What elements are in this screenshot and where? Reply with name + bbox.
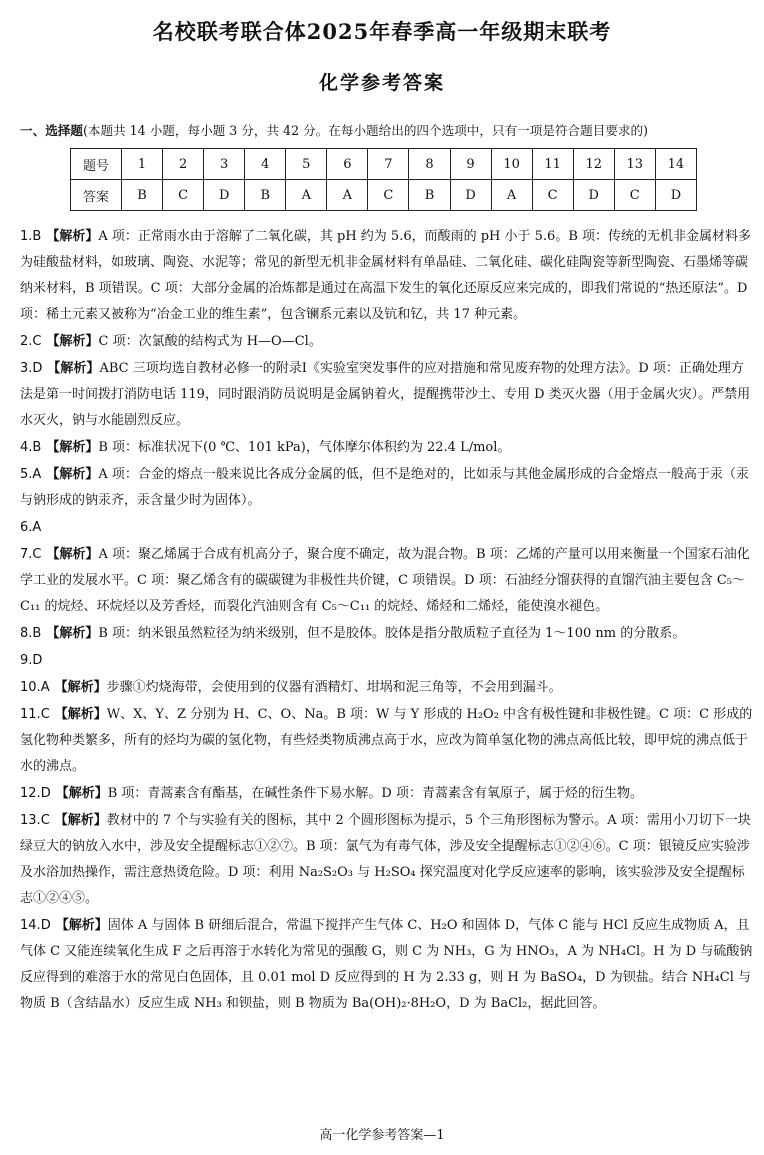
explanation-item <box>20 224 755 328</box>
item-text: A 项：合金的熔点一般来说比各成分金属的低，但不是绝对的，比如汞与其他金属形成的合金熔点一般高于汞（汞与钠形成的钠汞齐，汞含量少时为固体）。 <box>20 467 749 508</box>
explanation-item <box>20 648 755 674</box>
section-label: 一、选择题 <box>20 123 83 138</box>
question-number: 4 <box>245 149 286 180</box>
answer-cell: B <box>245 180 286 211</box>
explanation-item <box>20 702 755 780</box>
explanation-item <box>20 621 755 647</box>
question-number: 5 <box>286 149 327 180</box>
row-label-answers: 答案 <box>71 180 122 211</box>
item-text: B 项：纳米银虽然粒径为纳米级别，但不是胶体。胶体是指分散质粒子直径为 1～100 nm 的分散系。 <box>98 626 686 641</box>
item-number: 1. <box>20 229 33 244</box>
explanation-list <box>20 224 755 1018</box>
question-number: 11 <box>532 149 573 180</box>
item-text: A 项：聚乙烯属于合成有机高分子，聚合度不确定，故为混合物。B 项：乙烯的产量可以用来衡量一个国家石油化学工业的发展水平。C 项：聚乙烯含有的碳碳键为非极性共价键，C 项错误。D 项：石油经分馏获得的直馏汽油主要包含 C₅～C₁₁ 的烷烃、环烷烃以及芳香烃，而裂化汽油则含有 C₅～C₁₁ 的烷烃、烯烃和二烯烃，能使溴水褪色。 <box>20 547 750 614</box>
answer-cell: D <box>204 180 245 211</box>
table-row-numbers <box>71 149 697 180</box>
analysis-tag: 【解析】 <box>46 334 99 349</box>
analysis-tag: 【解析】 <box>54 813 107 828</box>
question-number: 13 <box>614 149 655 180</box>
explanation-item <box>20 329 755 355</box>
item-text: 步骤①灼烧海带，会使用到的仪器有酒精灯、坩埚和泥三角等，不会用到漏斗。 <box>106 680 562 695</box>
question-number: 10 <box>491 149 532 180</box>
analysis-tag: 【解析】 <box>55 786 108 801</box>
row-label-numbers: 题号 <box>71 149 122 180</box>
item-number: 5. <box>20 467 33 482</box>
item-answer: D <box>32 653 43 668</box>
explanation-item <box>20 356 755 434</box>
analysis-tag: 【解析】 <box>54 680 107 695</box>
item-answer: D <box>40 786 51 801</box>
item-answer: C <box>32 334 42 349</box>
explanation-item <box>20 515 755 541</box>
table-row-answers <box>71 180 697 211</box>
section-note: (本题共 14 小题，每小题 3 分，共 42 分。在每小题给出的四个选项中，只有一项是符合题目要求的) <box>82 123 649 138</box>
item-number: 8. <box>20 626 33 641</box>
answer-cell: B <box>122 180 163 211</box>
item-answer: B <box>32 229 42 244</box>
answer-cell: C <box>532 180 573 211</box>
item-text: B 项：青蒿素含有酯基，在碱性条件下易水解。D 项：青蒿素含有氧原子，属于烃的衍生物。 <box>107 786 643 801</box>
question-number: 2 <box>163 149 204 180</box>
item-answer: B <box>32 440 42 455</box>
question-number: 14 <box>655 149 696 180</box>
item-answer: D <box>32 361 43 376</box>
answer-table <box>70 148 697 211</box>
analysis-tag: 【解析】 <box>54 707 107 722</box>
answer-cell: A <box>286 180 327 211</box>
answer-cell: C <box>368 180 409 211</box>
answer-cell: A <box>327 180 368 211</box>
item-answer: A <box>32 520 42 535</box>
answer-cell: C <box>163 180 204 211</box>
item-answer: C <box>40 707 50 722</box>
analysis-tag: 【解析】 <box>46 440 99 455</box>
section-heading <box>20 120 750 139</box>
analysis-tag: 【解析】 <box>46 547 99 562</box>
question-number: 9 <box>450 149 491 180</box>
explanation-item <box>20 808 755 912</box>
answer-key-subtitle: 化学参考答案 <box>318 72 445 94</box>
answer-cell: D <box>573 180 614 211</box>
exam-title: 名校联考联合体2025年春季高一年级期末联考 <box>152 19 612 44</box>
item-answer: A <box>32 467 42 482</box>
explanation-item <box>20 913 755 1017</box>
item-number: 9. <box>20 653 33 668</box>
item-answer: C <box>40 813 50 828</box>
item-answer: B <box>32 626 42 641</box>
analysis-tag: 【解析】 <box>55 918 108 933</box>
analysis-tag: 【解析】 <box>46 467 99 482</box>
item-number: 14. <box>20 918 41 933</box>
item-text: W、X、Y、Z 分别为 H、C、O、Na。B 项：W 与 Y 形成的 H₂O₂ 中含有极性键和非极性键。C 项：C 形成的氢化物种类繁多，所有的烃均为碳的氢化物，有些烃类物质沸点高于水，应改为简单氢化物的沸点高低比较，即甲烷的沸点低于水的沸点。 <box>20 707 753 774</box>
question-number: 12 <box>573 149 614 180</box>
item-number: 4. <box>20 440 33 455</box>
answer-cell: D <box>450 180 491 211</box>
item-answer: C <box>32 547 42 562</box>
item-number: 11. <box>20 707 41 722</box>
item-text: 固体 A 与固体 B 研细后混合，常温下搅拌产生气体 C、H₂O 和固体 D，气体 C 能与 HCl 反应生成物质 A，且气体 C 又能连续氧化生成 F 之后再溶于水转化为常见的强酸 G，则 C 为 NH₃，G 为 HNO₃，A 为 NH₄Cl。H 为 D 与硫酸钠反应得到的难溶于水的常见白色固体，且 0.01 mol D 反应得到的 H 为 2.33 g，则 H 为 BaSO₄，D 为钡盐。结合 NH₄Cl 与物质 B（含结晶水）反应生成 NH₃ 和钡盐，则 B 物质为 Ba(OH)₂·8H₂O，D 为 BaCl₂，据此回答。 <box>20 918 753 1011</box>
explanation-item <box>20 542 755 620</box>
answer-cell: B <box>409 180 450 211</box>
item-text: 教材中的 7 个与实验有关的图标，其中 2 个圆形图标为提示，5 个三角形图标为警示。A 项：需用小刀切下一块绿豆大的钠放入水中，涉及安全提醒标志①②⑦。B 项：氯气为有毒气体，涉及安全提醒标志①②④⑥。C 项：银镜反应实验涉及水浴加热操作，需注意热烫危险。D 项：利用 Na₂S₂O₃ 与 H₂SO₄ 探究温度对化学反应速率的影响，该实验涉及安全提醒标志①②④⑤。 <box>20 813 751 906</box>
answer-cell: D <box>655 180 696 211</box>
item-text: ABC 三项均选自教材必修一的附录Ⅰ《实验室突发事件的应对措施和常见废弃物的处理方法》。D 项：正确处理方法是第一时间拨打消防电话 119，同时跟消防员说明是金属钠着火，提醒携带沙土、专用 D 类灭火器（用于金属火灾）。严禁用水灭火，钠与水能剧烈反应。 <box>20 361 751 428</box>
question-number: 1 <box>122 149 163 180</box>
analysis-tag: 【解析】 <box>47 361 100 376</box>
item-text: C 项：次氯酸的结构式为 H—O—Cl。 <box>98 334 322 349</box>
answer-cell: A <box>491 180 532 211</box>
answer-cell: C <box>614 180 655 211</box>
explanation-item <box>20 462 755 514</box>
question-number: 3 <box>204 149 245 180</box>
question-number: 8 <box>409 149 450 180</box>
item-number: 12. <box>20 786 41 801</box>
item-answer: D <box>40 918 51 933</box>
item-answer: A <box>40 680 50 695</box>
explanation-item <box>20 781 755 807</box>
item-number: 7. <box>20 547 33 562</box>
question-number: 6 <box>327 149 368 180</box>
item-number: 6. <box>20 520 33 535</box>
item-number: 10. <box>20 680 41 695</box>
question-number: 7 <box>368 149 409 180</box>
analysis-tag: 【解析】 <box>46 229 99 244</box>
explanation-item <box>20 675 755 701</box>
item-text: A 项：正常雨水由于溶解了二氧化碳，其 pH 约为 5.6，而酸雨的 pH 小于 5.6。B 项：传统的无机非金属材料多为硅酸盐材料，如玻璃、陶瓷、水泥等；常见的新型无机非金属材料有单晶硅、二氧化硅、碳化硅陶瓷等新型陶瓷、石墨烯等碳纳米材料，B 项错误。C 项：大部分金属的冶炼都是通过在高温下发生的氧化还原反应来完成的，即我们常说的“热还原法”。D 项：稀土元素又被称为“冶金工业的维生素”，包含镧系元素以及钪和钇，共 17 种元素。 <box>20 229 752 322</box>
explanation-item <box>20 435 755 461</box>
page-footer: 高一化学参考答案—1 <box>319 1128 445 1143</box>
item-number: 13. <box>20 813 41 828</box>
analysis-tag: 【解析】 <box>46 626 99 641</box>
item-number: 3. <box>20 361 33 376</box>
item-text: B 项：标准状况下(0 ℃、101 kPa)，气体摩尔体积约为 22.4 L/mol。 <box>98 440 511 455</box>
item-number: 2. <box>20 334 33 349</box>
